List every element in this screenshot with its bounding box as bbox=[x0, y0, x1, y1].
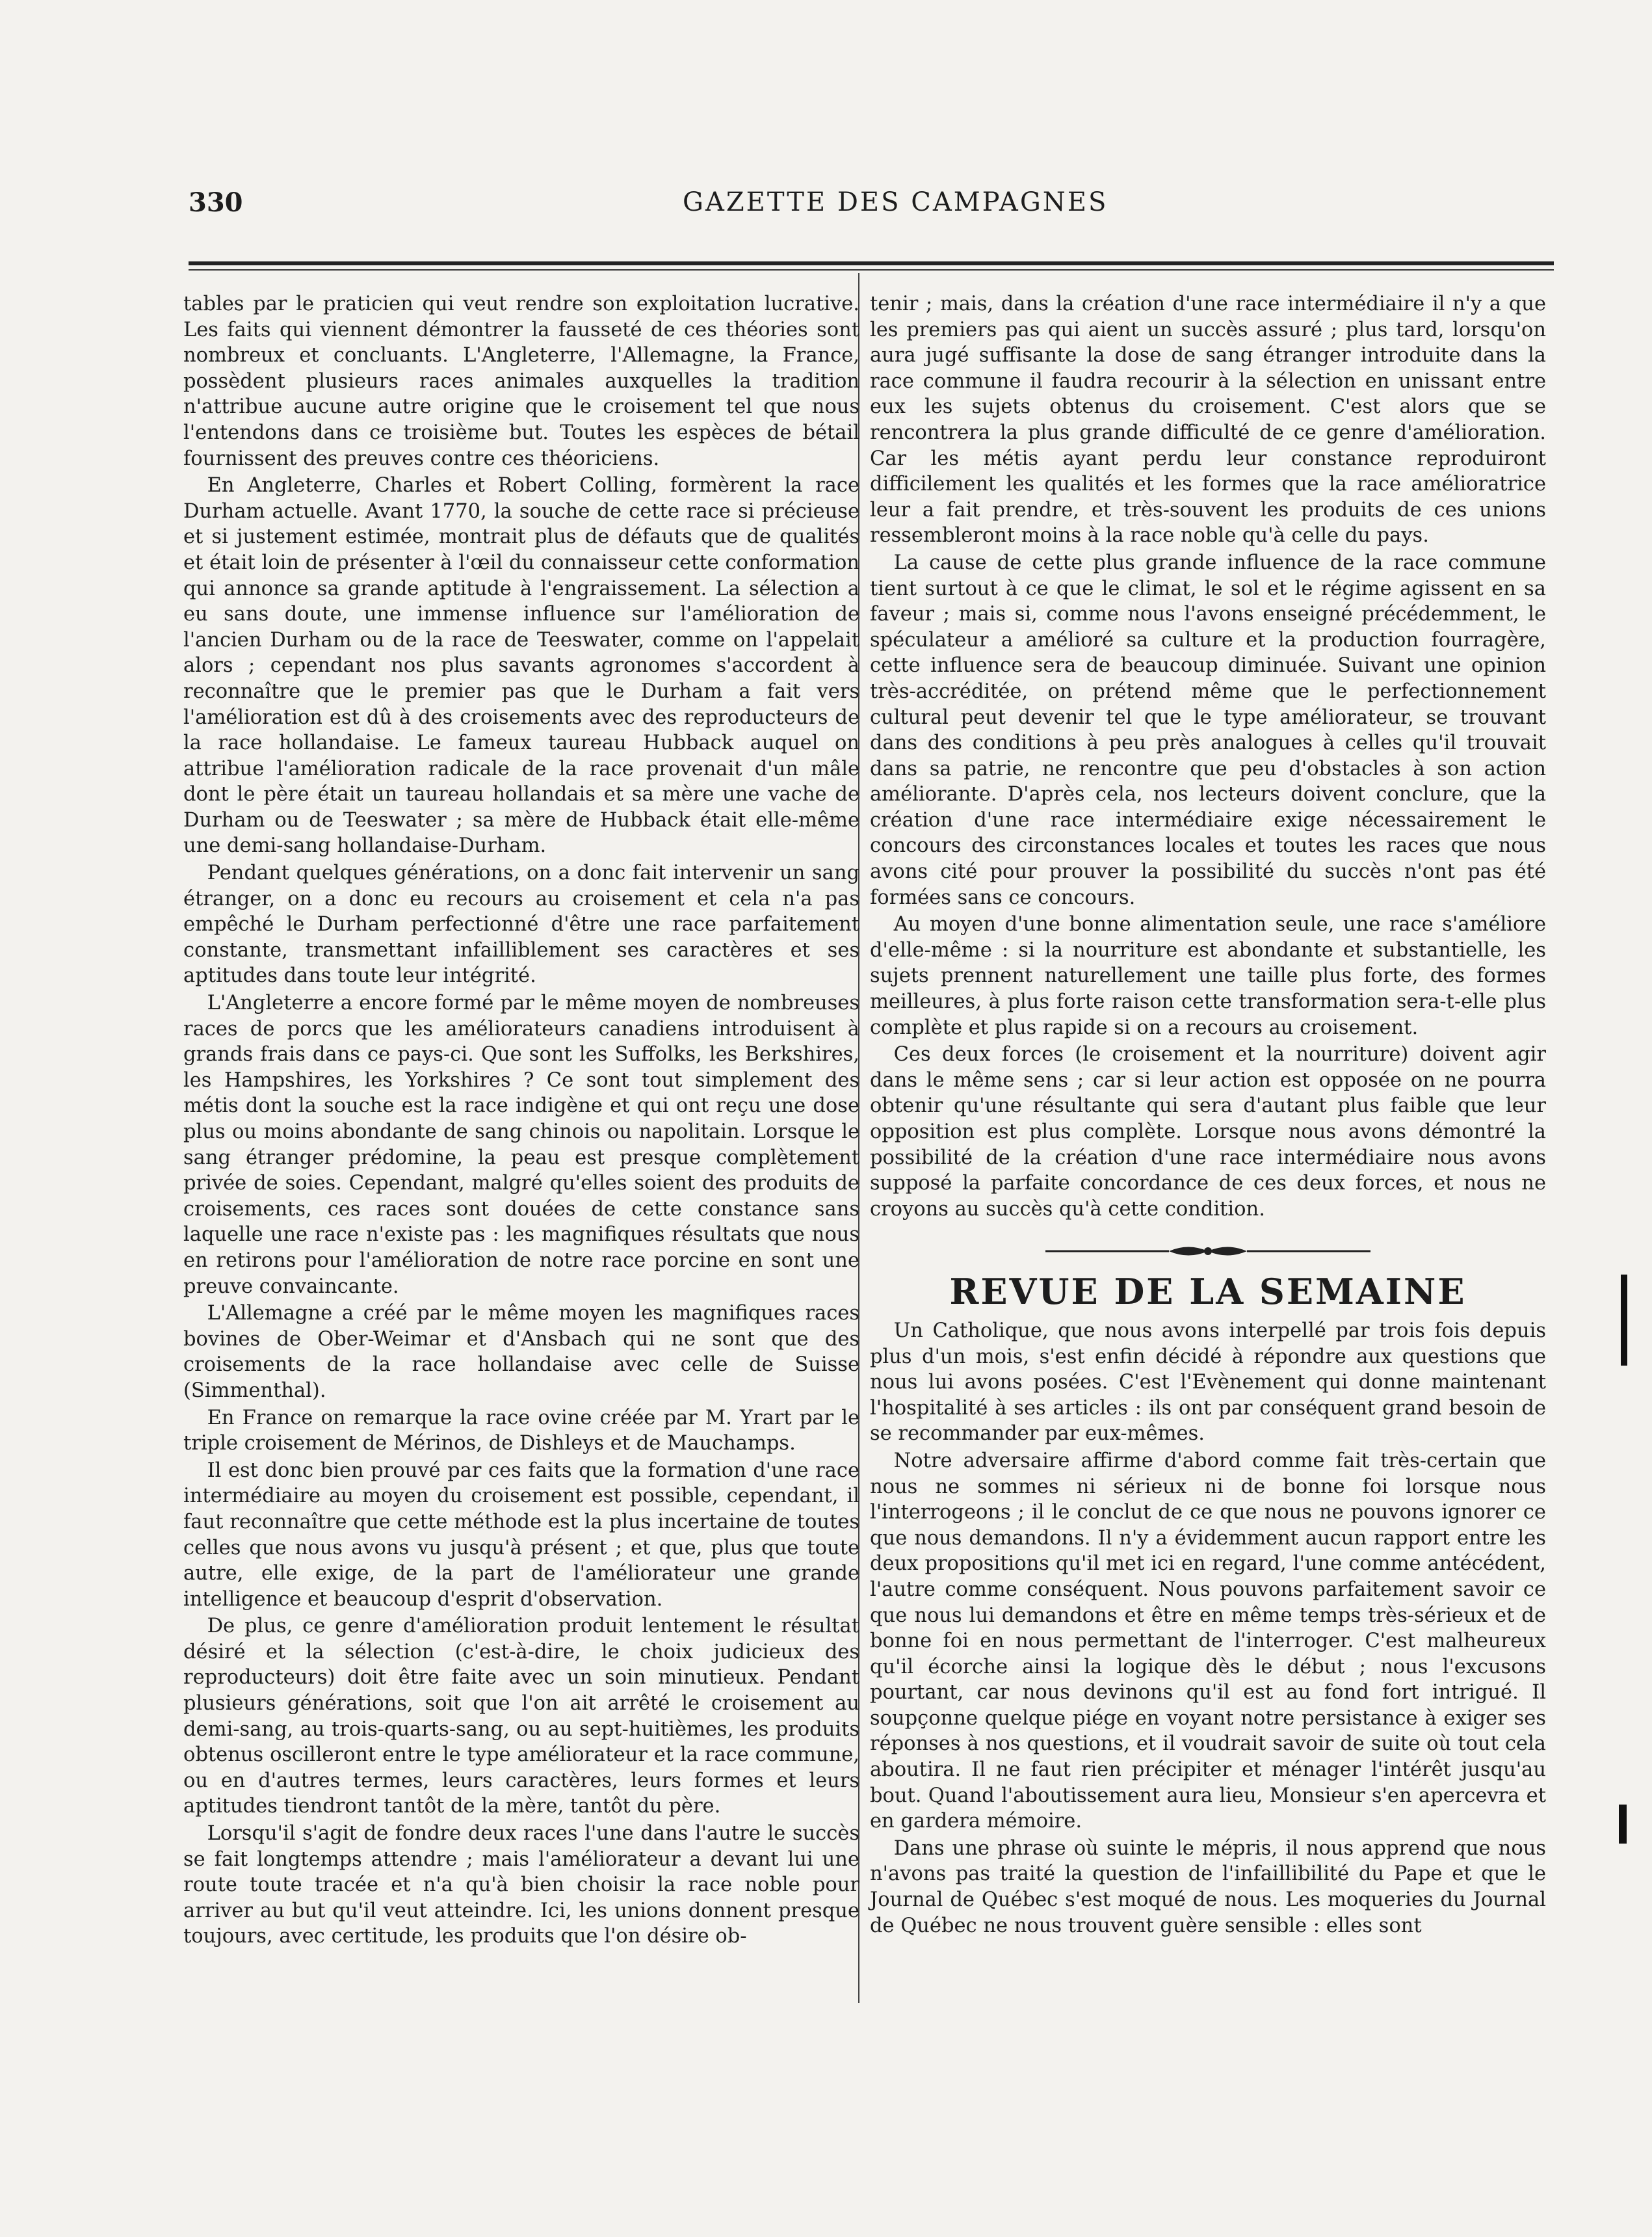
paragraph: En France on remarque la race ovine créée par M. Yrart par le triple croisement de Mérinos, de Dishleys et de Mauchamps. bbox=[183, 1406, 859, 1455]
paragraph: De plus, ce genre d'amélioration produit lentement le résultat désiré et la sélection (c'est-à-dire, le choix judicieux des reproducteurs) doit être faite avec un soin minutieux. Pendant plusieurs générations, soit que l'on ait arrêté le croisement au demi-sang, au trois-quarts-sang, ou au sept-huitièmes, les produits obtenus oscilleront entre le type améliorateur et la race commune, ou en d'autres termes, leurs caractères, leurs formes et leurs aptitudes tiendront tantôt de la mère, tantôt du père. bbox=[183, 1615, 859, 1818]
paragraph: L'Allemagne a créé par le même moyen les magnifiques races bovines de Ober-Weimar et d'Ansbach qui ne sont que des croisements de la race hollandaise avec celle de Suisse (Simmenthal). bbox=[183, 1302, 859, 1402]
paragraph: Pendant quelques générations, on a donc fait intervenir un sang étranger, on a donc eu recours au croisement et cela n'a pas empêché le Durham perfectionné d'être une race parfaitement constante, transmettant infailliblement ses caractères et ses aptitudes dans toute leur intégrité. bbox=[183, 862, 859, 988]
paragraph: Au moyen d'une bonne alimentation seule, une race s'améliore d'elle-même : si la nourriture est abondante et substantielle, les sujets prennent naturellement une taille plus forte, des formes meilleures, à plus forte raison cette transformation sera-t-elle plus complète et plus rapide si on a recours au croisement. bbox=[870, 913, 1546, 1039]
paragraph: Notre adversaire affirme d'abord comme fait très-certain que nous ne sommes ni sérieux ni de bonne foi lorsque nous l'interrogeons ; il le conclut de ce que nous ne pouvons ignorer ce que nous demandons. Il n'y a évidemment aucun rapport entre les deux propositions qu'il met ici en regard, l'une comme antécédent, l'autre comme conséquent. Nous pouvons parfaitement savoir ce que nous lui demandons et être en même temps très-sérieux et de bonne foi en nous permettant de l'interroger. C'est malheureux qu'il écorche ainsi la logique dès le début ; nous l'excusons pourtant, car nous devinons qu'il est au fond fort intrigué. Il soupçonne quelque piége en voyant notre persistance à exiger ses réponses à nos questions, et il voudrait savoir de suite où tout cela aboutira. Il ne faut rien précipiter et ménager l'intérêt jusqu'au bout. Quand l'aboutissement aura lieu, Monsieur s'en apercevra et en gardera mémoire. bbox=[870, 1449, 1546, 1833]
paragraph: Lorsqu'il s'agit de fondre deux races l'une dans l'autre le succès se fait longtemps attendre ; mais l'améliorateur a devant lui une route toute tracée et n'a qu'à bien choisir la race noble pour arriver au but qu'il veut atteindre. Ici, les unions donnent presque toujours, avec certitude, les produits que l'on désire ob- bbox=[183, 1822, 859, 1948]
running-title: GAZETTE DES CAMPAGNES bbox=[683, 187, 1108, 217]
page-number: 330 bbox=[189, 187, 243, 218]
scan-edge-mark bbox=[1621, 1275, 1627, 1366]
paragraph: Il est donc bien prouvé par ces faits que la formation d'une race intermédiaire au moyen du croisement est possible, cependant, il faut reconnaître que cette méthode est la plus incertaine de toutes celles que nous avons vu jusqu'à présent ; et que, plus que toute autre, elle exige, de la part de l'améliorateur une grande intelligence et beaucoup d'esprit d'observation. bbox=[183, 1459, 859, 1611]
right-column bbox=[870, 291, 1546, 1939]
paragraph: L'Angleterre a encore formé par le même moyen de nombreuses races de porcs que les améliorateurs canadiens introduisent à grands frais dans ce pays-ci. Que sont les Suffolks, les Berkshires, les Hampshires, les Yorkshires ? Ce sont tout simplement des métis dont la souche est la race indigène et qui ont reçu une dose plus ou moins abondante de sang chinois ou napolitain. Lorsque le sang étranger prédomine, la peau est presque complètement privée de soies. Cependant, malgré qu'elles soient des produits de croisements, ces races sont douées de cette constance sans laquelle une race n'existe pas : les magnifiques résultats que nous en retirons pour l'amélioration de notre race porcine en sont une preuve convaincante. bbox=[183, 992, 859, 1298]
paragraph: Ces deux forces (le croisement et la nourriture) doivent agir dans le même sens ; car si leur action est opposée on ne pourra obtenir qu'une résultante qui sera d'autant plus faible que leur opposition est plus complète. Lorsque nous avons démontré la possibilité de la création d'une race intermédiaire nous avons supposé la parfaite concordance de ces deux forces, et nous ne croyons au succès qu'à cette condition. bbox=[870, 1043, 1546, 1221]
paragraph: Un Catholique, que nous avons interpellé par trois fois depuis plus d'un mois, s'est enfin décidé à répondre aux questions que nous lui avons posées. C'est l'Evènement qui donne maintenant l'hospitalité à ses articles : ils ont par conséquent grand besoin de se recommander par eux-mêmes. bbox=[870, 1319, 1546, 1446]
paragraph: tenir ; mais, dans la création d'une race intermédiaire il n'y a que les premiers pas qui aient un succès assuré ; plus tard, lorsqu'on aura jugé suffisante la dose de sang étranger introduite dans la race commune il faudra recourir à la sélection en unissant entre eux les sujets obtenus du croisement. C'est alors que se rencontrera la plus grande difficulté de ce genre d'amélioration. Car les métis ayant perdu leur constance reproduiront difficilement les qualités et les formes que la race amélioratrice leur a fait prendre, et très-souvent les produits de ces unions ressembleront moins à la race noble qu'à celle du pays. bbox=[870, 293, 1546, 548]
header-rule-thin bbox=[189, 269, 1554, 271]
page-header bbox=[189, 187, 1554, 226]
paragraph: La cause de cette plus grande influence de la race commune tient surtout à ce que le climat, le sol et le régime agissent en sa faveur ; mais si, comme nous l'avons enseigné précédemment, le spéculateur a amélioré sa culture et la production fourragère, cette influence sera de beaucoup diminuée. Suivant une opinion très-accréditée, on prétend même que le perfectionnement cultural peut devenir tel que le type améliorateur, se trouvant dans des conditions à peu près analogues à celles qu'il trouvait dans sa patrie, ne rencontre que peu d'obstacles à son action améliorante. D'après cela, nos lecteurs doivent conclure, que la création d'une race intermédiaire exige nécessairement le concours des circonstances locales et toutes les races que nous avons cité pour prouver la possibilité du succès n'ont pas été formées sans ce concours. bbox=[870, 551, 1546, 909]
paragraph: En Angleterre, Charles et Robert Colling, formèrent la race Durham actuelle. Avant 1770, la souche de cette race si précieuse et si justement estimée, montrait plus de défauts que de qualités et était loin de présenter à l'œil du connaisseur cette conformation qui annonce sa grande aptitude à l'engraissement. La sélection a eu sans doute, une immense influence sur l'amélioration de l'ancien Durham ou de la race de Teeswater, comme on l'appelait alors ; cependant nos plus savants agronomes s'accordent à reconnaître que le premier pas que le Durham a fait vers l'amélioration est dû à des croisements avec des reproducteurs de la race hollandaise. Le fameux taureau Hubback auquel on attribue l'amélioration radicale de la race provenait d'un mâle dont le père était un taureau hollandais et sa mère une vache de Durham ou de Teeswater ; sa mère de Hubback était elle-même une demi-sang hollandaise-Durham. bbox=[183, 474, 859, 858]
left-column bbox=[183, 291, 859, 1950]
header-rule-thick bbox=[189, 261, 1554, 265]
paragraph: Dans une phrase où suinte le mépris, il nous apprend que nous n'avons pas traité la question de l'infaillibilité du Pape et que le Journal de Québec s'est moqué de nous. Les moqueries du Journal de Québec ne nous trouvent guère sensible : elles sont bbox=[870, 1836, 1546, 1937]
section-break bbox=[870, 1241, 1546, 1313]
scan-edge-mark bbox=[1619, 1805, 1627, 1844]
ornamental-divider bbox=[1039, 1241, 1377, 1261]
section-heading: REVUE DE LA SEMAINE bbox=[949, 1271, 1467, 1313]
paragraph: tables par le praticien qui veut rendre son exploitation lucrative. Les faits qui viennent démontrer la fausseté de ces théories sont nombreux et concluants. L'Angleterre, l'Allemagne, la France, possèdent plusieurs races animales auxquelles la tradition n'attribue aucune autre origine que le croisement tel que nous l'entendons dans ce troisième but. Toutes les espèces de bétail fournissent des preuves contre ces théoriciens. bbox=[183, 293, 859, 470]
